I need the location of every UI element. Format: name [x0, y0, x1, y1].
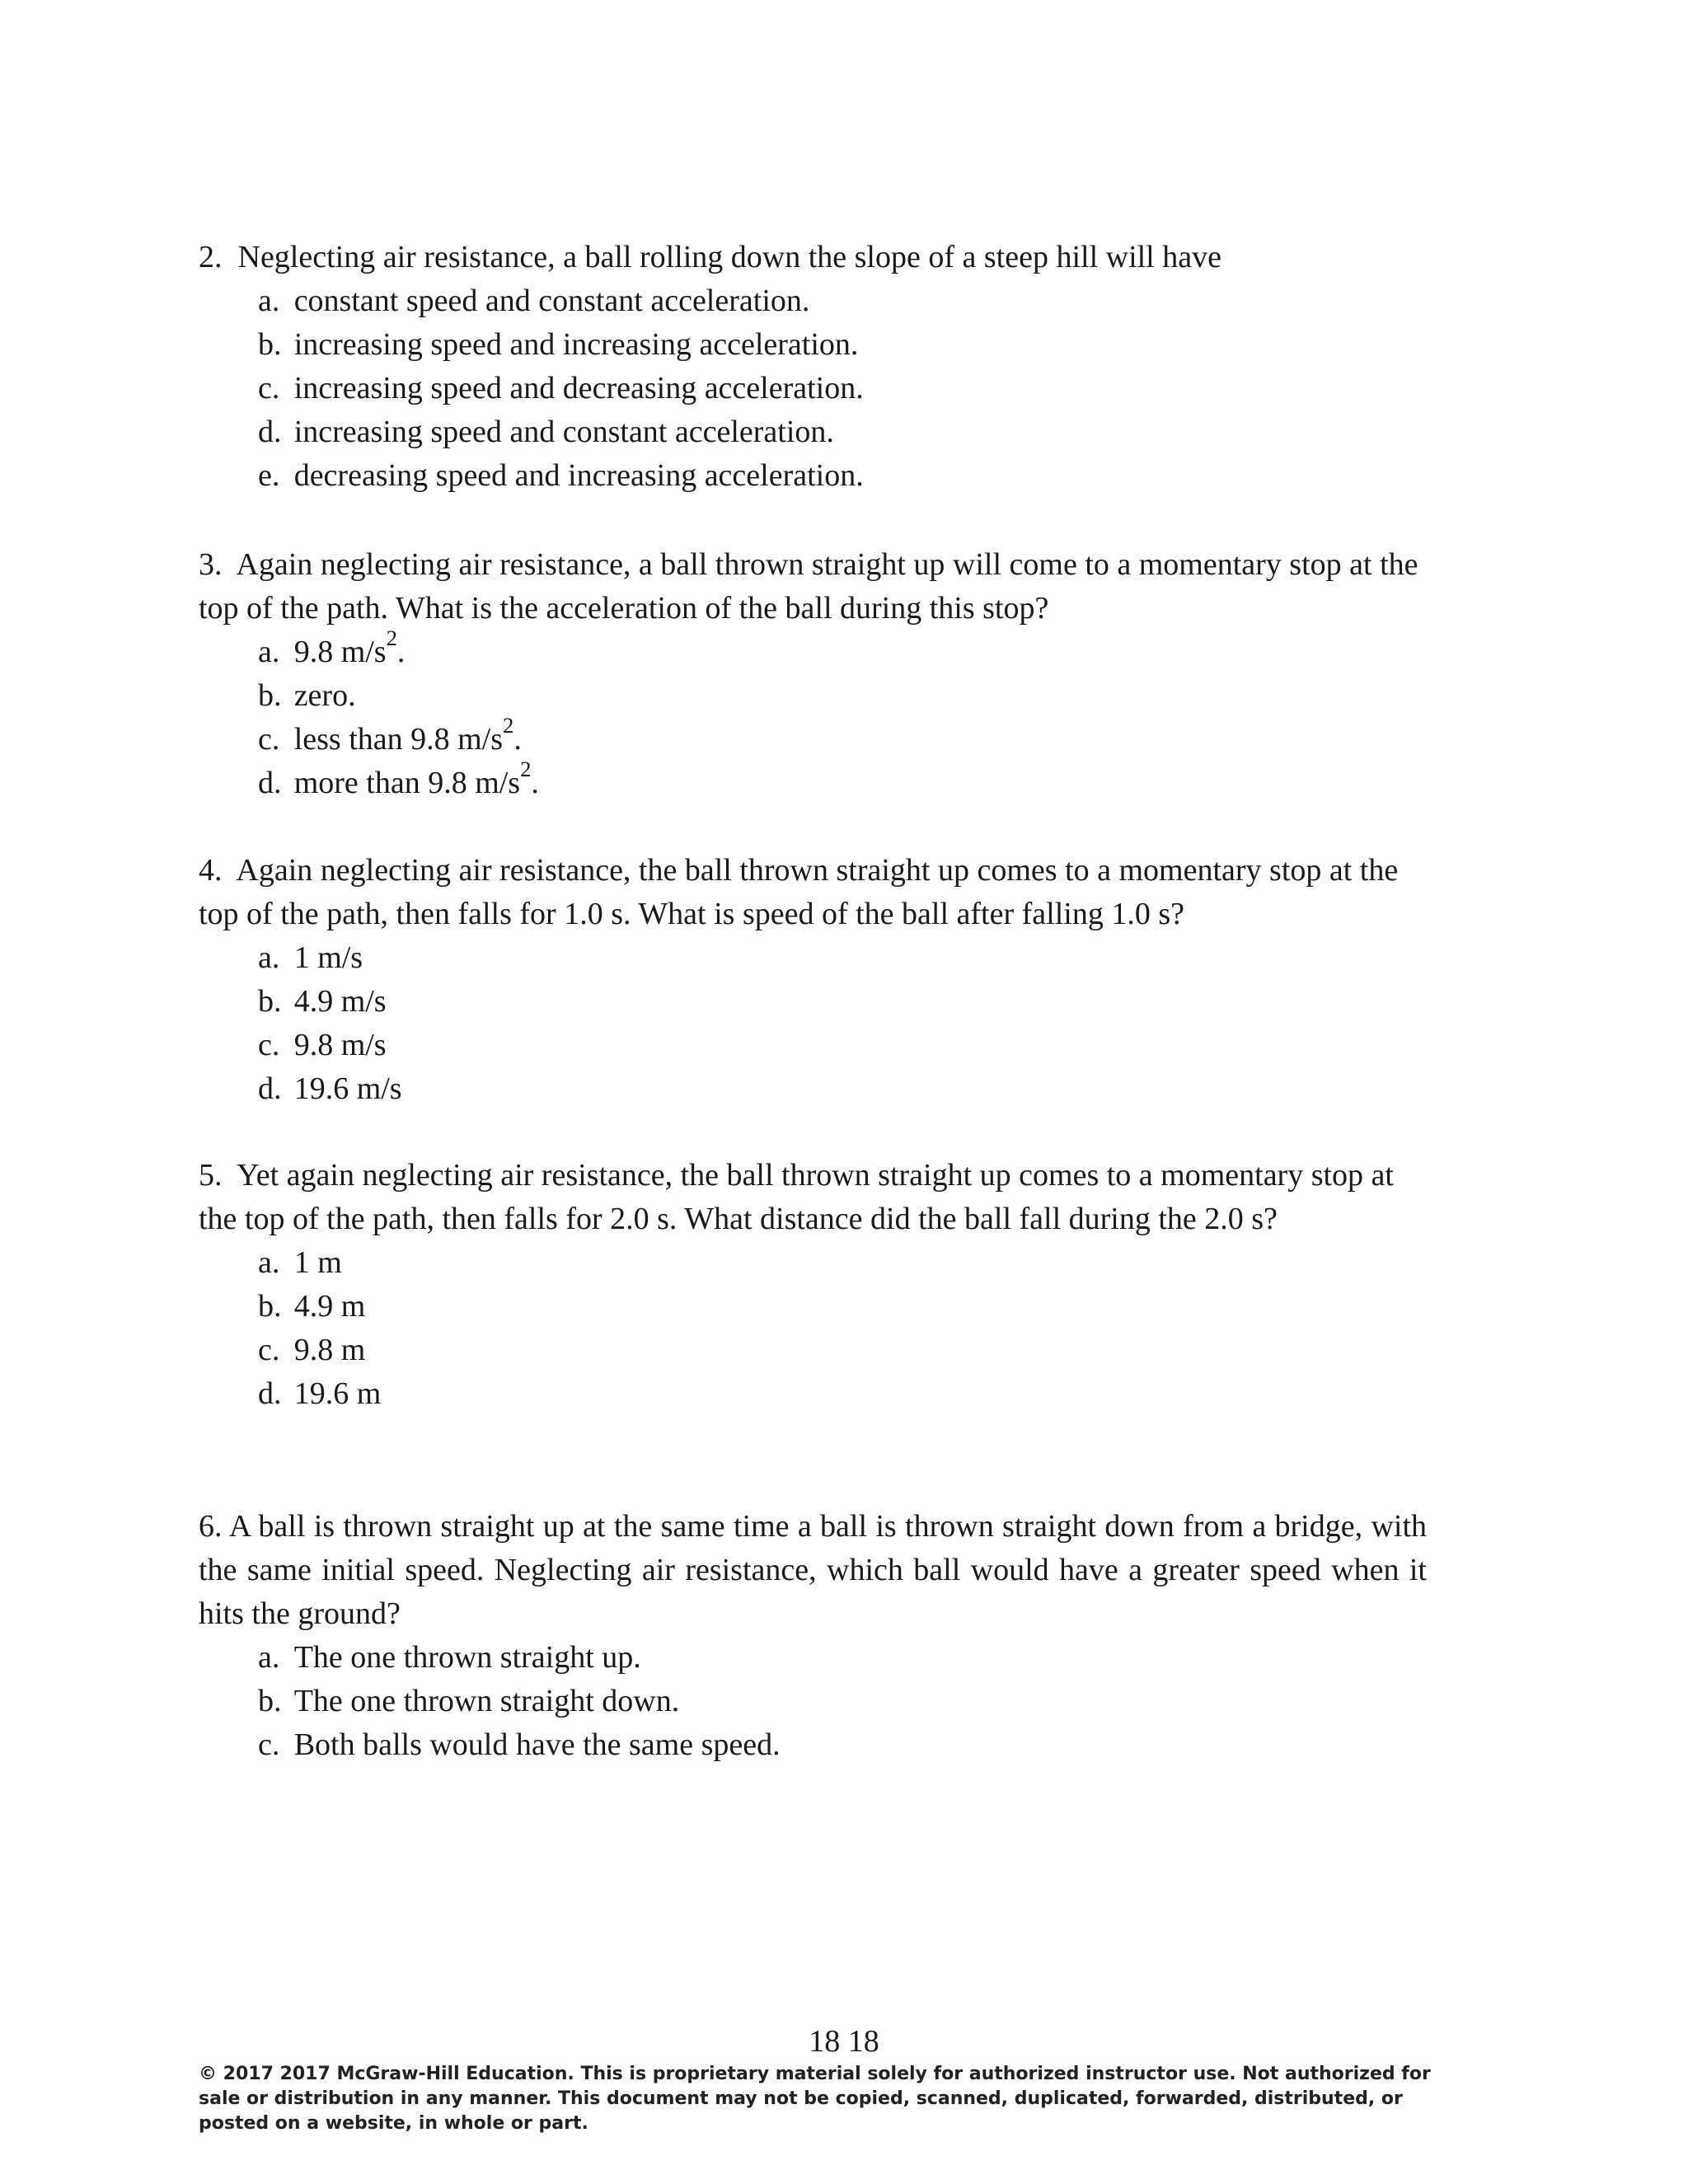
option-6c: c. Both balls would have the same speed. [258, 1727, 781, 1762]
question-4 [199, 849, 1427, 1111]
question-2-text: 2. Neglecting air resistance, a ball rolling down the slope of a steep hill will have [199, 240, 1221, 274]
option-2d: d. increasing speed and constant acceleration. [258, 415, 834, 449]
option-4c: c. 9.8 m/s [258, 1028, 387, 1062]
question-5-text: 5. Yet again neglecting air resistance, the ball thrown straight up comes to a momentary stop at the top of the path, then falls for 2.0 s. What distance did the ball fall during the 2.0 s? [199, 1158, 1394, 1236]
option-5d: d. 19.6 m [258, 1376, 382, 1411]
question-6-text: 6. A ball is thrown straight up at the same time a ball is thrown straight down from a bridge, with the same initial speed. Neglecting air resistance, which ball would have a greater speed when it hits the ground? [199, 1509, 1428, 1631]
option-4a: a. 1 m/s [258, 940, 363, 975]
option-2c: c. increasing speed and decreasing acceleration. [258, 371, 864, 405]
question-4-text: 4. Again neglecting air resistance, the ball thrown straight up comes to a momentary stop at the top of the path, then falls for 1.0 s. What is speed of the ball after falling 1.0 s? [199, 853, 1399, 931]
question-3 [199, 543, 1427, 805]
option-6a: a. The one thrown straight up. [258, 1640, 641, 1675]
question-5-options [199, 1241, 1427, 1416]
option-5c: c. 9.8 m [258, 1333, 366, 1367]
question-6-options [199, 1636, 1427, 1767]
option-2e: e. decreasing speed and increasing acceleration. [258, 458, 864, 493]
option-3d: d. more than 9.8 $m/s^2$. [258, 757, 539, 800]
option-3c: c. less than 9.8 $m/s^2$. [258, 713, 522, 757]
question-3-options [199, 626, 1427, 805]
question-5 [199, 1154, 1427, 1416]
question-2-options [199, 279, 1427, 498]
option-4b: b. 4.9 m/s [258, 984, 387, 1019]
question-6 [199, 1505, 1427, 1767]
question-4-options [199, 936, 1427, 1111]
page-number: 18 18 [809, 2024, 879, 2059]
option-3a: a. 9.8 $m/s^2$. [258, 626, 406, 669]
option-2b: b. increasing speed and increasing acceleration. [258, 327, 859, 362]
option-5b: b. 4.9 m [258, 1289, 366, 1324]
question-3-text: 3. Again neglecting air resistance, a ball thrown straight up will come to a momentary stop at the top of the path. What is the acceleration of the ball during this stop? [199, 547, 1418, 626]
option-4d: d. 19.6 m/s [258, 1071, 402, 1106]
option-3b: b. zero. [258, 678, 356, 713]
option-6b: b. The one thrown straight down. [258, 1684, 680, 1718]
option-5a: a. 1 m [258, 1245, 342, 1280]
copyright-footer: © 2017 2017 McGraw-Hill Education. This is proprietary material solely for authorized instructor use. Not authorized for sale or distribution in any manner. This document may not be copied, scanned, duplicated, forwarded, distributed, or posted on a website, in whole or part. [199, 2064, 1431, 2134]
option-2a: a. constant speed and constant acceleration. [258, 284, 810, 318]
question-2 [199, 236, 1427, 498]
